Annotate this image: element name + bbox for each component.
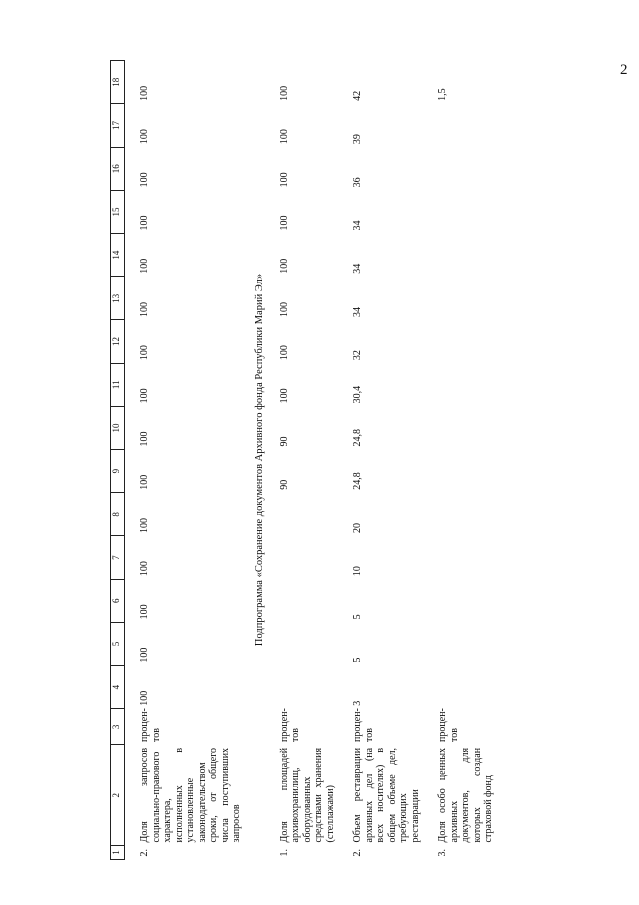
value-cell: 100 [278,301,290,317]
table-row [137,61,245,860]
spacer-cell [423,61,435,860]
column-number-3: 3 [111,709,125,745]
row-spacer [497,61,509,860]
value-cell: 100 [278,215,290,231]
rotated-table-container [110,60,530,860]
value-cell: 34 [352,263,363,274]
value-cell: 100 [139,561,150,577]
value-cell [435,363,497,406]
value-cell [435,234,497,277]
column-number-7: 7 [111,536,125,579]
value-cell: 100 [139,215,150,231]
value-cell: 90 [278,436,290,447]
row-spacer [423,61,435,860]
row-spacer [338,61,350,860]
value-cell: 100 [278,85,290,101]
value-cell [435,147,497,190]
value-cell [435,666,497,709]
value-cell [435,536,497,579]
column-number-13: 13 [111,277,125,320]
value-cell: 100 [278,345,290,361]
subprogram-row [245,61,277,860]
value-cell: 34 [352,306,363,317]
value-cell: 32 [352,350,363,361]
value-cell: 5 [352,614,363,620]
unit-cell: процен-тов [139,708,162,742]
value-cell: 100 [278,258,290,274]
value-cell [435,450,497,493]
value-cell: 100 [278,172,290,188]
unit-cell: процен-тов [352,708,375,742]
value-cell: 100 [139,345,150,361]
value-cell [277,536,339,579]
value-cell: 100 [139,388,150,404]
value-cell: 10 [352,566,363,577]
value-cell [435,406,497,449]
value-cell [435,277,497,320]
value-cell [277,579,339,622]
column-number-18: 18 [111,61,125,104]
unit-cell: процен-тов [278,708,301,742]
value-cell: 39 [352,134,363,145]
value-cell: 30,4 [352,385,363,404]
table-row [350,61,423,860]
value-cell [435,320,497,363]
indicator-name: Доля запросов социально-правового характера, исполненных в установленные законодательством сроки, от общего числа поступивших запросов [139,747,242,843]
row-number: 2. [139,849,150,857]
value-cell: 100 [139,474,150,490]
row-number: 3. [437,849,448,857]
value-cell: 100 [139,129,150,145]
value-cell: 5 [352,657,363,663]
value-cell [277,666,339,709]
column-number-1: 1 [111,845,125,859]
value-cell: 100 [139,690,150,706]
unit-cell: процен-тов [437,708,460,742]
value-cell: 100 [139,258,150,274]
value-cell: 100 [139,647,150,663]
value-cell: 100 [139,301,150,317]
column-number-17: 17 [111,104,125,147]
column-number-6: 6 [111,579,125,622]
value-cell: 100 [139,172,150,188]
value-cell: 42 [352,90,363,101]
column-number-10: 10 [111,406,125,449]
value-cell: 1,5 [437,88,448,101]
value-cell: 100 [139,604,150,620]
value-cell: 100 [139,431,150,447]
indicator-name: Доля особо ценных архивных документов, для которых создан страховой фонд [437,747,494,843]
value-cell: 24,8 [352,472,363,490]
table-row [277,61,339,860]
column-number-9: 9 [111,450,125,493]
value-cell [435,579,497,622]
spacer-cell [125,61,138,860]
value-cell [277,493,339,536]
value-cell [435,190,497,233]
table-row [435,61,497,860]
value-cell [435,104,497,147]
row-spacer [125,61,138,860]
value-cell [435,622,497,665]
column-number-16: 16 [111,147,125,190]
column-number-14: 14 [111,234,125,277]
spacer-cell [338,61,350,860]
column-number-5: 5 [111,622,125,665]
indicators-table [110,60,509,860]
column-number-12: 12 [111,320,125,363]
row-number: 2. [352,849,363,857]
spacer-cell [497,61,509,860]
value-cell: 100 [278,388,290,404]
indicator-name: Объем реставрации архивных дел (на всех носителях) в общем объеме дел, требующих реставрации [352,747,421,843]
value-cell: 3 [352,700,363,706]
column-number-4: 4 [111,666,125,709]
row-number: 1. [278,849,290,857]
value-cell: 100 [139,517,150,533]
value-cell: 36 [352,177,363,188]
page-number: 2 [620,62,628,78]
value-cell: 24,8 [352,429,363,447]
indicator-name: Доля площадей архивохранилищ, оборудованных средствами хранения (стеллажами) [278,747,336,843]
column-number-8: 8 [111,493,125,536]
value-cell: 90 [278,479,290,490]
subprogram-title: Подпрограмма «Сохранение документов Архивного фонда Республики Марий Эл» [254,273,266,647]
value-cell [435,493,497,536]
column-number-2: 2 [111,745,125,846]
value-cell: 20 [352,522,363,533]
value-cell [277,622,339,665]
column-number-header [111,61,125,860]
column-number-11: 11 [111,363,125,406]
value-cell: 100 [139,85,150,101]
column-number-15: 15 [111,190,125,233]
value-cell: 34 [352,220,363,231]
value-cell: 100 [278,129,290,145]
